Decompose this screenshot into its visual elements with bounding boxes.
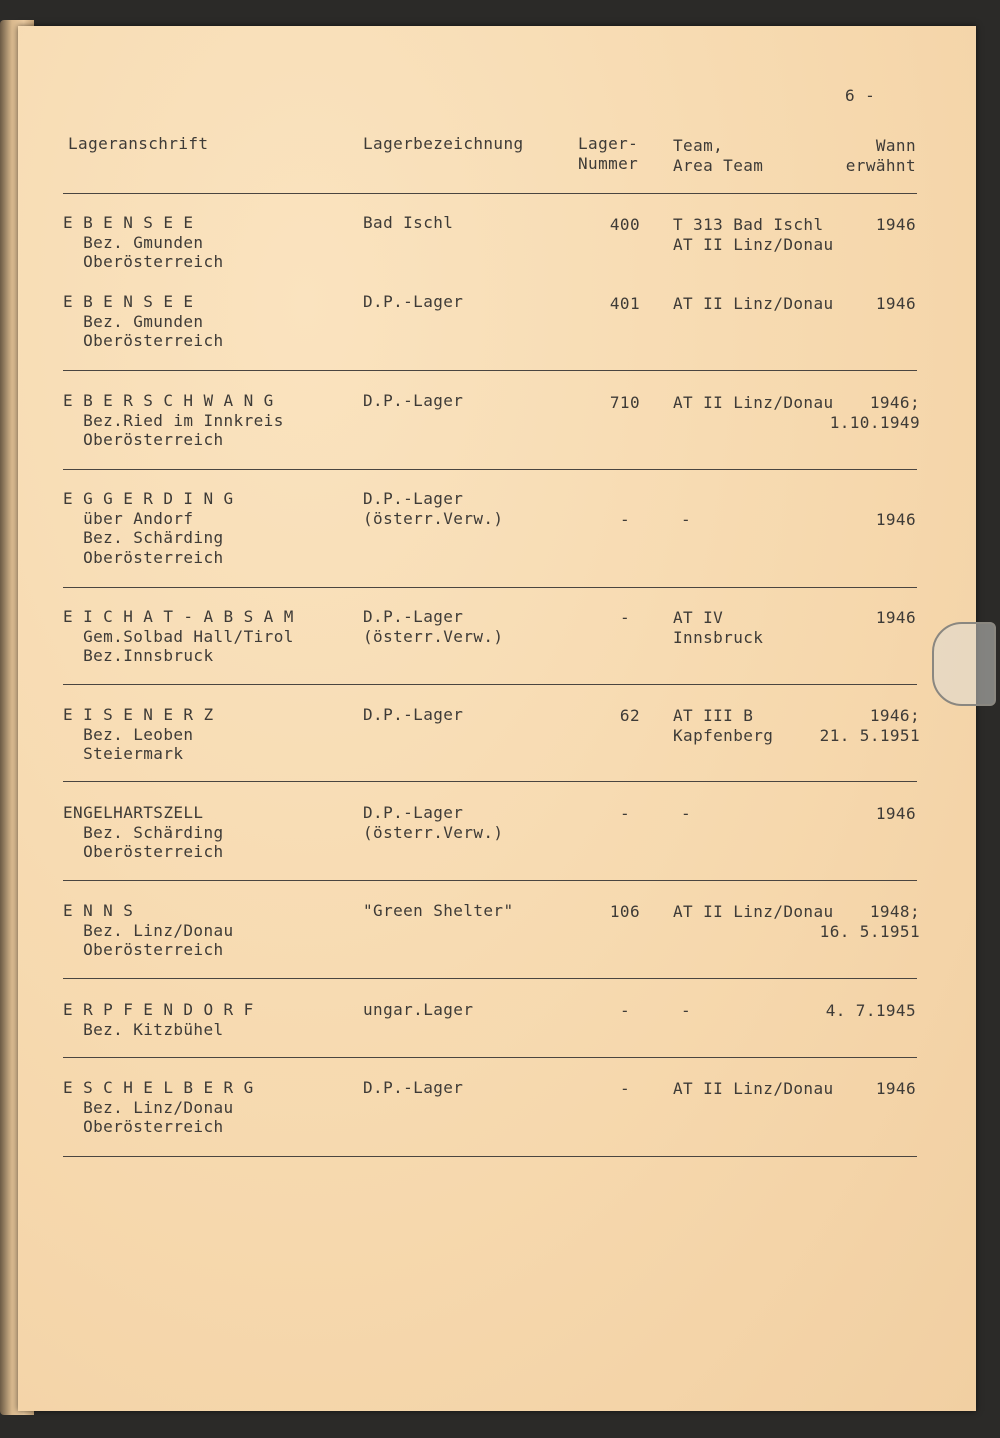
- row-number: 106: [609, 902, 640, 921]
- row-number: 710: [609, 393, 640, 412]
- row-team: -: [681, 510, 692, 529]
- row-name: D.P.-Lager: [363, 705, 464, 724]
- row-mentioned: 1946: [875, 608, 916, 627]
- row-address: E S C H E L B E R G Bez. Linz/Donau Oberösterreich: [63, 1078, 254, 1136]
- divider: [63, 781, 917, 782]
- row-team: AT IV Innsbruck: [673, 608, 764, 647]
- row-number: -: [619, 1079, 630, 1098]
- divider: [63, 1156, 917, 1157]
- row-team: AT II Linz/Donau: [673, 393, 834, 412]
- row-number: 401: [609, 294, 640, 313]
- row-name: D.P.-Lager (österr.Verw.): [363, 489, 504, 528]
- row-address: E B E R S C H W A N G Bez.Ried im Innkreis Oberösterreich: [63, 391, 284, 449]
- row-address: E I S E N E R Z Bez. Leoben Steiermark: [63, 705, 214, 763]
- divider: [63, 587, 917, 588]
- paper-clip: [932, 622, 996, 706]
- divider: [63, 978, 917, 979]
- row-team: -: [681, 1001, 692, 1020]
- divider: [63, 370, 917, 371]
- row-mentioned: 1946; 1.10.1949: [829, 393, 920, 432]
- row-number: -: [619, 608, 630, 627]
- header-team: Team, Area Team: [673, 136, 764, 175]
- row-address: E R P F E N D O R F Bez. Kitzbühel: [63, 1000, 254, 1039]
- row-mentioned: 1946: [875, 510, 916, 529]
- row-number: -: [619, 804, 630, 823]
- row-mentioned: 1946; 21. 5.1951: [819, 706, 920, 745]
- divider: [63, 193, 917, 194]
- row-team: -: [681, 804, 692, 823]
- row-mentioned: 1946: [875, 804, 916, 823]
- header-address: Lageranschrift: [68, 134, 209, 153]
- page-number: 6 -: [845, 86, 876, 105]
- row-name: ungar.Lager: [363, 1000, 474, 1019]
- row-number: -: [619, 510, 630, 529]
- row-name: "Green Shelter": [363, 901, 514, 920]
- row-team: AT III B Kapfenberg: [673, 706, 774, 745]
- row-mentioned: 1946: [875, 1079, 916, 1098]
- divider: [63, 1057, 917, 1058]
- row-number: -: [619, 1001, 630, 1020]
- row-address: E N N S Bez. Linz/Donau Oberösterreich: [63, 901, 234, 959]
- header-mentioned: Wann erwähnt: [845, 136, 916, 175]
- header-number: Lager- Nummer: [578, 134, 639, 173]
- row-number: 62: [619, 706, 640, 725]
- row-name: Bad Ischl: [363, 213, 454, 232]
- row-mentioned: 1948; 16. 5.1951: [819, 902, 920, 941]
- row-name: D.P.-Lager: [363, 1078, 464, 1097]
- row-team: T 313 Bad Ischl AT II Linz/Donau: [673, 215, 834, 254]
- row-address: E I C H A T - A B S A M Gem.Solbad Hall/Tirol Bez.Innsbruck: [63, 607, 294, 665]
- row-mentioned: 1946: [875, 215, 916, 234]
- divider: [63, 880, 917, 881]
- row-address: E G G E R D I N G über Andorf Bez. Schärding Oberösterreich: [63, 489, 234, 567]
- row-mentioned: 1946: [875, 294, 916, 313]
- row-name: D.P.-Lager: [363, 391, 464, 410]
- row-name: D.P.-Lager (österr.Verw.): [363, 803, 504, 842]
- row-address: ENGELHARTSZELL Bez. Schärding Oberösterreich: [63, 803, 224, 861]
- row-address: E B E N S E E Bez. Gmunden Oberösterreich: [63, 292, 224, 350]
- row-mentioned: 4. 7.1945: [825, 1001, 916, 1020]
- row-address: E B E N S E E Bez. Gmunden Oberösterreich: [63, 213, 224, 271]
- header-name: Lagerbezeichnung: [363, 134, 524, 153]
- row-number: 400: [609, 215, 640, 234]
- row-team: AT II Linz/Donau: [673, 902, 834, 921]
- row-team: AT II Linz/Donau: [673, 1079, 834, 1098]
- row-team: AT II Linz/Donau: [673, 294, 834, 313]
- row-name: D.P.-Lager: [363, 292, 464, 311]
- divider: [63, 684, 917, 685]
- row-name: D.P.-Lager (österr.Verw.): [363, 607, 504, 646]
- divider: [63, 469, 917, 470]
